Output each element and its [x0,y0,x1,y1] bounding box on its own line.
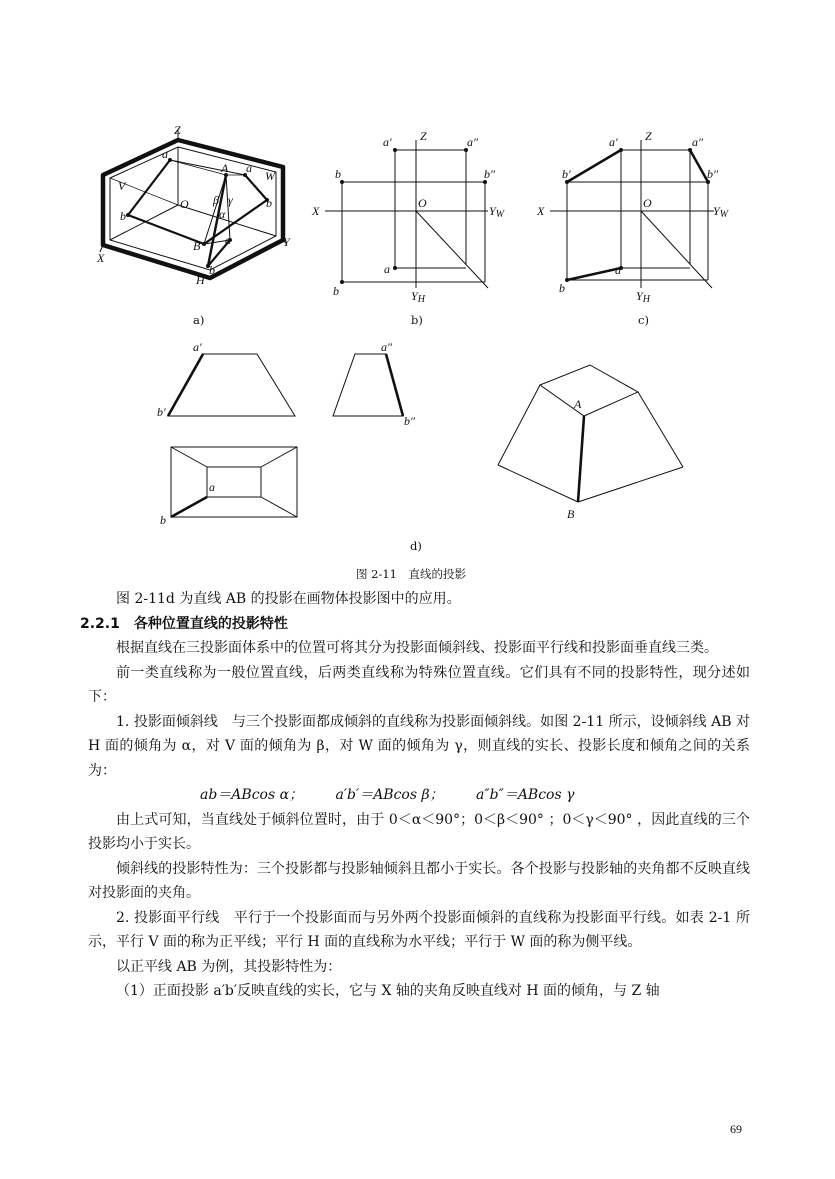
label-a-alpha: α [219,207,226,221]
paragraph-6: 倾斜线的投影特性为：三个投影都与投影轴倾斜且都小于实长。各个投影与投影轴的夹角都不反映直线对投影面的夹角。 [88,860,750,901]
paragraph-4: 1. 投影面倾斜线 与三个投影面都成倾斜的直线称为投影面倾斜线。如图 2-11 所示，设倾斜线 AB 对 H 面的倾角为 α，对 V 面的倾角为 β，对 W 面的倾角为 γ，则直线的实长、投影长度和倾角之间的关系为： [88,713,750,779]
label-a-A: A [221,161,229,175]
label-a-a2: a [246,161,252,175]
label-d-bp: b′ [157,405,166,419]
label-c-ap: a′ [609,135,618,149]
paragraph-1: 图 2-11d 为直线 AB 的投影在画物体投影图中的应用。 [116,591,461,607]
label-a-gamma: γ [228,193,233,207]
paragraph-7: 2. 投影面平行线 平行于一个投影面而与另外两个投影面倾斜的直线称为投影面平行线。如表 2-1 所示，平行 V 面的称为正平线；平行 H 面的直线称为水平线；平行于 W 面的称为侧平线。 [88,909,750,950]
formula-line [88,783,750,808]
label-d-B: B [567,507,575,521]
label-a-H: H [196,273,205,287]
panel-c-drawing [550,140,714,288]
label-a-a1: a [162,147,168,161]
label-b-O: O [418,196,427,210]
label-a-B: B [193,239,201,253]
label-b-a: a [384,262,390,276]
label-b-X: X [312,204,320,218]
label-b-ap: a′ [383,135,392,149]
label-c-X: X [537,204,545,218]
label-d-bpp: b″ [404,414,415,428]
label-c-bpp: b″ [707,167,718,181]
label-b-b: b [335,167,341,181]
label-c-app: a″ [692,135,703,149]
label-c-YH: YH [636,289,650,305]
caption-b: b) [411,313,423,327]
label-c-YW: YW [713,204,729,220]
label-a-X: X [97,251,105,265]
label-c-O: O [643,196,652,210]
caption-c: c) [638,313,649,327]
label-d-b: b [160,513,166,527]
formula-apbp: a′b′＝ABcos β； [335,787,444,803]
label-b-app: a″ [467,135,478,149]
body-text [80,587,750,1004]
label-a-Y: Y [283,235,290,249]
label-b-YH: YH [411,289,425,305]
label-d-a: a [209,480,215,494]
label-d-A: A [574,397,582,411]
panel-a-drawing [100,130,287,278]
formula-ab: ab＝ABcos α； [200,787,304,803]
label-b-b2: b [333,284,339,298]
label-b-YW: YW [489,204,505,220]
page-number: 69 [730,1122,742,1136]
section-heading: 2.2.1 各种位置直线的投影特性 [80,615,288,632]
label-b-bpp: b″ [484,167,495,181]
label-a-Z: Z [174,123,181,137]
label-d-app: a″ [381,340,392,354]
label-a-a3: a [225,233,231,247]
figure-caption: 图 2-11 直线的投影 [356,567,466,581]
label-d-ap: a′ [193,340,202,354]
label-a-b2: b [266,196,272,210]
caption-d: d) [410,539,422,553]
label-a-O: O [180,197,189,211]
label-c-Z: Z [645,129,652,143]
paragraph-3: 前一类直线称为一般位置直线，后两类直线称为特殊位置直线。它们具有不同的投影特性，现分述如下： [88,664,750,705]
panel-d-drawing [168,354,683,517]
formula-appbpp: a″b″＝ABcos γ [476,787,575,803]
label-c-bp: b′ [562,167,571,181]
label-a-b3: b [209,263,215,277]
label-a-beta: β [213,193,219,207]
paragraph-8: 以正平线 AB 为例，其投影特性为： [116,958,342,975]
label-a-W: W [265,169,275,183]
label-c-b: b [559,281,565,295]
paragraph-9: （1）正面投影 a′b′反映直线的实长，它与 X 轴的夹角反映直线对 H 面的倾角，与 Z 轴 [116,983,660,999]
label-b-Z: Z [420,129,427,143]
label-a-V: V [118,179,126,193]
caption-a: a) [193,313,205,327]
panel-b-drawing [325,140,488,288]
paragraph-5: 由上式可知，当直线处于倾斜位置时，由于 0＜α＜90°；0＜β＜90° ；0＜γ＜90° ，因此直线的三个投影均小于实长。 [88,811,750,852]
label-a-b1: b [120,209,126,223]
label-c-a: a [615,263,621,277]
paragraph-2: 根据直线在三投影面体系中的位置可将其分为投影面倾斜线、投影面平行线和投影面垂直线三类。 [116,640,718,656]
